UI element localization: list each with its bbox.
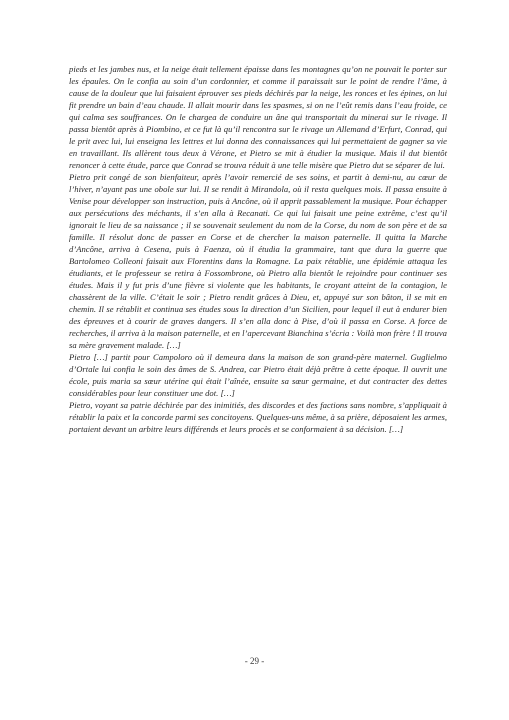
body-text [69, 63, 447, 435]
paragraph-1: pieds et les jambes nus, et la neige était tellement épaisse dans les montagnes qu’on ne pouvait le porter sur les épaules. On le confia au soin d’un cordonnier, et comme il paraissait sur le point de rendre l’âme, à cause de la douleur que lui faisaient éprouver ses pieds déchirés par la neige, les ronces et les épines, on lui fit prendre un bain d’eau chaude. Il allait mourir dans les spasmes, si on ne l’eût remis dans l’eau froide, ce qui calma ses souffrances. On le chargea de conduire un âne qui transportait du minerai sur le rivage. Il passa bientôt après à Piombino, et ce fut là qu’il rencontra sur le rivage un Allemand d’Erfurt, Conrad, qui le prit avec lui, lui enseigna les lettres et lui donna des connaissances qui lui permettaient de gagner sa vie en travaillant. Ils allèrent tous deux à Vérone, et Pietro se mit à étudier la musique. Mais il dut bientôt renoncer à cette étude, parce que Conrad se trouva réduit à une telle misère que Pietro dut se séparer de lui. [69, 64, 447, 170]
page-number: - 29 - [244, 656, 265, 666]
paragraph-4: Pietro, voyant sa patrie déchirée par des inimitiés, des discordes et des factions sans nombre, s’appliquait à rétablir la paix et la concorde parmi ses concitoyens. Quelques-uns même, à sa prière, déposaient les armes, portaient devant un arbitre leurs différends et leurs procès et se conformaient à sa décision. […] [69, 400, 447, 434]
paragraph-2: Pietro prit congé de son bienfaiteur, après l’avoir remercié de ses soins, et partit à demi-nu, au cœur de l’hiver, n’ayant pas une obole sur lui. Il se rendit à Mirandola, où il resta quelques mois. Il passa ensuite à Venise pour développer son instruction, puis à Ancône, où il apprit passablement la musique. Pour échapper aux persécutions des méchants, il s’en alla à Recanati. Ce qui lui faisait une peine extrême, c’est qu’il ignorait le lieu de sa naissance ; il se souvenait seulement du nom de la Corse, du nom de son père et de sa famille. Il résolut donc de passer en Corse et de chercher la maison paternelle. Il quitta la Marche d’Ancône, arriva à Cesena, puis à Faenza, où il étudia la grammaire, tant que dura la guerre que Bartolomeo Colleoni faisait aux Florentins dans la Romagne. La paix rétablie, une épidémie attaqua les étudiants, et le professeur se retira à Fossombrone, où Pietro alla bientôt le rejoindre pour continuer ses études. Mais il y fut pris d’une fièvre si violente que les habitants, le croyant atteint de la contagion, le chassèrent de la ville. C’était le soir ; Pietro rendit grâces à Dieu, et, appuyé sur son bâton, il se mit en chemin. Il se rétablit et continua ses études sous la direction d’un Sicilien, pour lequel il eut à endurer bien des épreuves et à courir de graves dangers. Il s’en alla donc à Pise, d’où il passa en Corse. A force de recherches, il arriva à la maison paternelle, et en l’apercevant Bianchina s’écria : Voilà mon frère ! Il trouva sa mère gravement malade. […] [69, 172, 447, 350]
paragraph-3: Pietro […] partit pour Campoloro où il demeura dans la maison de son grand-père maternel. Guglielmo d’Ortale lui confia le soin des âmes de S. Andrea, car Pietro était déjà prêtre à cette époque. Il ouvrit une école, puis maria sa sœur utérine qui était l’aînée, ensuite sa sœur germaine, et dut contracter des dettes considérables pour leur constituer une dot. […] [69, 352, 447, 398]
